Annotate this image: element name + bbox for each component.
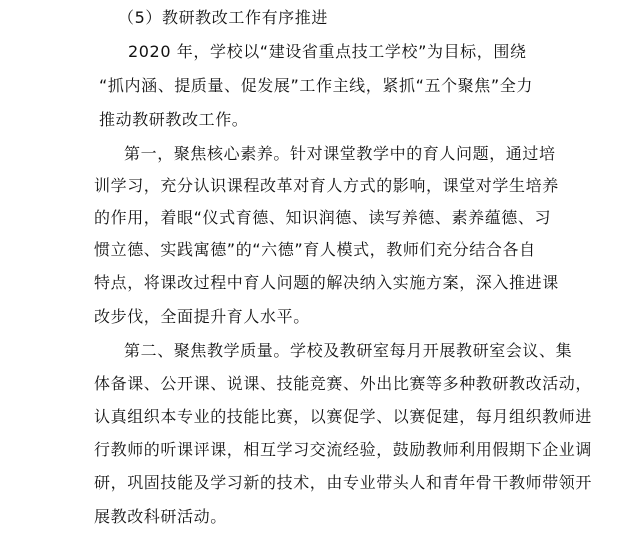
paragraph-line: 改步伐，全面提升育人水平。 [94, 307, 310, 326]
paragraph-line: 训学习，充分认识课程改革对育人方式的影响，课堂对学生培养 [94, 176, 559, 195]
paragraph-line: 的作用，着眼“仪式育德、知识润德、读写养德、素养蕴德、习 [94, 208, 552, 227]
paragraph-line: 行教师的听课评课，相互学习交流经验，鼓励教师利用假期下企业调 [94, 440, 593, 459]
paragraph-line: 第一，聚焦核心素养。针对课堂教学中的育人问题，通过培 [124, 144, 556, 163]
paragraph-line: “抓内涵、提质量、促发展”工作主线，紧抓“五个聚焦”全力 [99, 76, 533, 95]
paragraph-line: 研，巩固技能及学习新的技术，由专业带头人和青年骨干教师带领开 [94, 473, 593, 492]
paragraph-line: 展教改科研活动。 [94, 507, 227, 526]
paragraph-line: 第二、聚焦教学质量。学校及教研室每月开展教研室会议、集 [124, 341, 573, 360]
paragraph-line: 特点，将课改过程中育人问题的解决纳入实施方案，深入推进课 [94, 273, 559, 292]
paragraph-line: 推动教研教改工作。 [99, 110, 249, 129]
section-heading: （5）教研教改工作有序推进 [118, 8, 328, 27]
paragraph-line: 认真组织本专业的技能比赛，以赛促学、以赛促建，每月组织教师进 [94, 407, 593, 426]
paragraph-line: 2020 年，学校以“建设省重点技工学校”为目标，围绕 [128, 42, 527, 61]
paragraph-line: 体备课、公开课、说课、技能竞赛、外出比赛等多种教研教改活动， [94, 374, 593, 393]
paragraph-line: 惯立德、实践寓德”的“六德”育人模式，教师们充分结合各自 [94, 240, 536, 259]
